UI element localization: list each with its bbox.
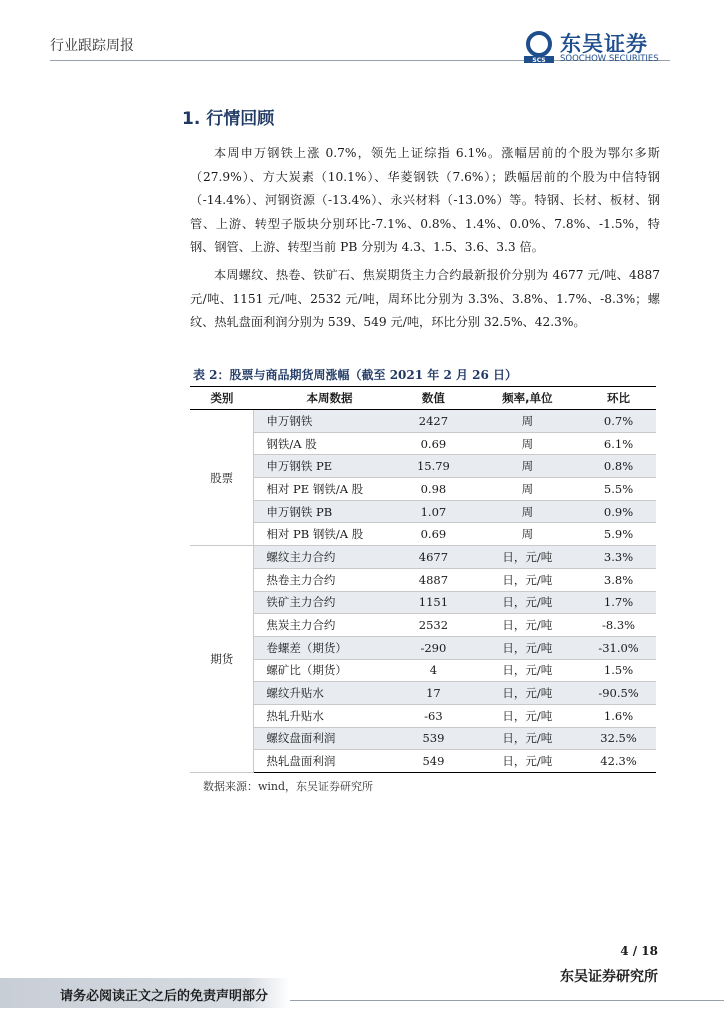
table-row (190, 750, 656, 773)
header-change: 环比 (581, 387, 656, 410)
logo-chinese-name: 东吴证券 (560, 32, 648, 56)
change-cell: 0.9% (581, 500, 656, 523)
header-frequency: 频率,单位 (474, 387, 581, 410)
company-logo (522, 30, 672, 66)
change-cell: 1.7% (581, 591, 656, 614)
change-cell: 32.5% (581, 727, 656, 750)
value-cell: -290 (393, 636, 474, 659)
market-review-paragraph-1: 本周申万钢铁上涨 0.7%，领先上证综指 6.1%。涨幅居前的个股为鄂尔多斯（27.9%）、方大炭素（10.1%）、华菱钢铁（7.6%）；跌幅居前的个股为中信特钢（-14.4%）、河钢资源（-13.4%）、永兴材料（-13.0%）等。特钢、长材、板材、钢管、上游、转型子版块分别环比-7.1%、0.8%、1.4%、0.0%、7.8%、-1.5%，特钢、钢管、上游、转型当前 PB 分别为 4.3、1.5、3.6、3.3 倍。 (190, 146, 660, 254)
frequency-cell: 日，元/吨 (474, 727, 581, 750)
category-cell: 股票 (190, 410, 254, 546)
item-name-cell: 铁矿主力合约 (254, 591, 393, 614)
frequency-cell: 周 (474, 478, 581, 501)
frequency-cell: 日，元/吨 (474, 614, 581, 637)
item-name-cell: 申万钢铁 PE (254, 455, 393, 478)
logo-english-name: SOOCHOW SECURITIES (560, 54, 659, 64)
frequency-cell: 周 (474, 410, 581, 433)
item-name-cell: 螺矿比（期货） (254, 659, 393, 682)
item-name-cell: 热轧升贴水 (254, 704, 393, 727)
data-source-note: 数据来源：wind，东吴证券研究所 (203, 780, 374, 793)
table-row (190, 546, 656, 569)
category-cell: 期货 (190, 546, 254, 773)
frequency-cell: 周 (474, 500, 581, 523)
item-name-cell: 螺纹盘面利润 (254, 727, 393, 750)
value-cell: 4677 (393, 546, 474, 569)
change-cell: 6.1% (581, 432, 656, 455)
change-cell: 1.5% (581, 659, 656, 682)
value-cell: 4887 (393, 568, 474, 591)
value-cell: 17 (393, 682, 474, 705)
value-cell: 4 (393, 659, 474, 682)
item-name-cell: 螺纹升贴水 (254, 682, 393, 705)
item-name-cell: 申万钢铁 (254, 410, 393, 433)
market-review-paragraph-2: 本周螺纹、热卷、铁矿石、焦炭期货主力合约最新报价分别为 4677 元/吨、4887 元/吨、1151 元/吨、2532 元/吨，周环比分别为 3.3%、3.8%、1.7%、-8.3%；螺纹、热轧盘面利润分别为 539、549 元/吨，环比分别 32.5%、42.3%。 (190, 268, 660, 329)
frequency-cell: 日，元/吨 (474, 750, 581, 773)
table-row (190, 568, 656, 591)
change-cell: -8.3% (581, 614, 656, 637)
table-row (190, 727, 656, 750)
frequency-cell: 日，元/吨 (474, 636, 581, 659)
footer-divider (290, 1000, 724, 1001)
frequency-cell: 日，元/吨 (474, 546, 581, 569)
table-row (190, 591, 656, 614)
frequency-cell: 日，元/吨 (474, 568, 581, 591)
report-type-label: 行业跟踪周报 (50, 38, 134, 54)
frequency-cell: 日，元/吨 (474, 704, 581, 727)
frequency-cell: 周 (474, 432, 581, 455)
page-number: 4 / 18 (620, 944, 658, 958)
value-cell: 15.79 (393, 455, 474, 478)
change-cell: 42.3% (581, 750, 656, 773)
value-cell: 0.69 (393, 523, 474, 546)
change-cell: 0.7% (581, 410, 656, 433)
table-row (190, 704, 656, 727)
table-row (190, 523, 656, 546)
header-value: 数值 (393, 387, 474, 410)
change-cell: 5.9% (581, 523, 656, 546)
change-cell: -90.5% (581, 682, 656, 705)
value-cell: 1.07 (393, 500, 474, 523)
item-name-cell: 螺纹主力合约 (254, 546, 393, 569)
frequency-cell: 日，元/吨 (474, 659, 581, 682)
weekly-change-table (190, 386, 656, 773)
change-cell: 3.8% (581, 568, 656, 591)
header-category: 类别 (190, 387, 254, 410)
logo-mark-icon (522, 30, 556, 64)
table-header-row (190, 387, 656, 410)
section-title: 1. 行情回顾 (182, 109, 275, 129)
disclaimer-banner (0, 978, 290, 1008)
table-row (190, 500, 656, 523)
table-row (190, 659, 656, 682)
frequency-cell: 日，元/吨 (474, 682, 581, 705)
item-name-cell: 钢铁/A 股 (254, 432, 393, 455)
change-cell: 1.6% (581, 704, 656, 727)
table-row (190, 636, 656, 659)
header-item: 本周数据 (254, 387, 393, 410)
frequency-cell: 周 (474, 523, 581, 546)
change-cell: 5.5% (581, 478, 656, 501)
item-name-cell: 相对 PE 钢铁/A 股 (254, 478, 393, 501)
item-name-cell: 焦炭主力合约 (254, 614, 393, 637)
frequency-cell: 周 (474, 455, 581, 478)
logo-mark-text: SCS (532, 57, 546, 64)
table-row (190, 410, 656, 433)
value-cell: 0.69 (393, 432, 474, 455)
value-cell: 549 (393, 750, 474, 773)
change-cell: 0.8% (581, 455, 656, 478)
change-cell: -31.0% (581, 636, 656, 659)
value-cell: 539 (393, 727, 474, 750)
value-cell: 2532 (393, 614, 474, 637)
table-row (190, 432, 656, 455)
firm-name: 东吴证券研究所 (560, 969, 658, 985)
change-cell: 3.3% (581, 546, 656, 569)
disclaimer-text: 请务必阅读正文之后的免责声明部分 (60, 989, 269, 1004)
value-cell: 2427 (393, 410, 474, 433)
value-cell: -63 (393, 704, 474, 727)
table-row (190, 614, 656, 637)
value-cell: 1151 (393, 591, 474, 614)
value-cell: 0.98 (393, 478, 474, 501)
item-name-cell: 相对 PB 钢铁/A 股 (254, 523, 393, 546)
item-name-cell: 卷螺差（期货） (254, 636, 393, 659)
item-name-cell: 热卷主力合约 (254, 568, 393, 591)
item-name-cell: 热轧盘面利润 (254, 750, 393, 773)
table-row (190, 455, 656, 478)
frequency-cell: 日，元/吨 (474, 591, 581, 614)
item-name-cell: 申万钢铁 PB (254, 500, 393, 523)
table-row (190, 478, 656, 501)
table-title: 表 2：股票与商品期货周涨幅（截至 2021 年 2 月 26 日） (193, 368, 518, 382)
table-row (190, 682, 656, 705)
